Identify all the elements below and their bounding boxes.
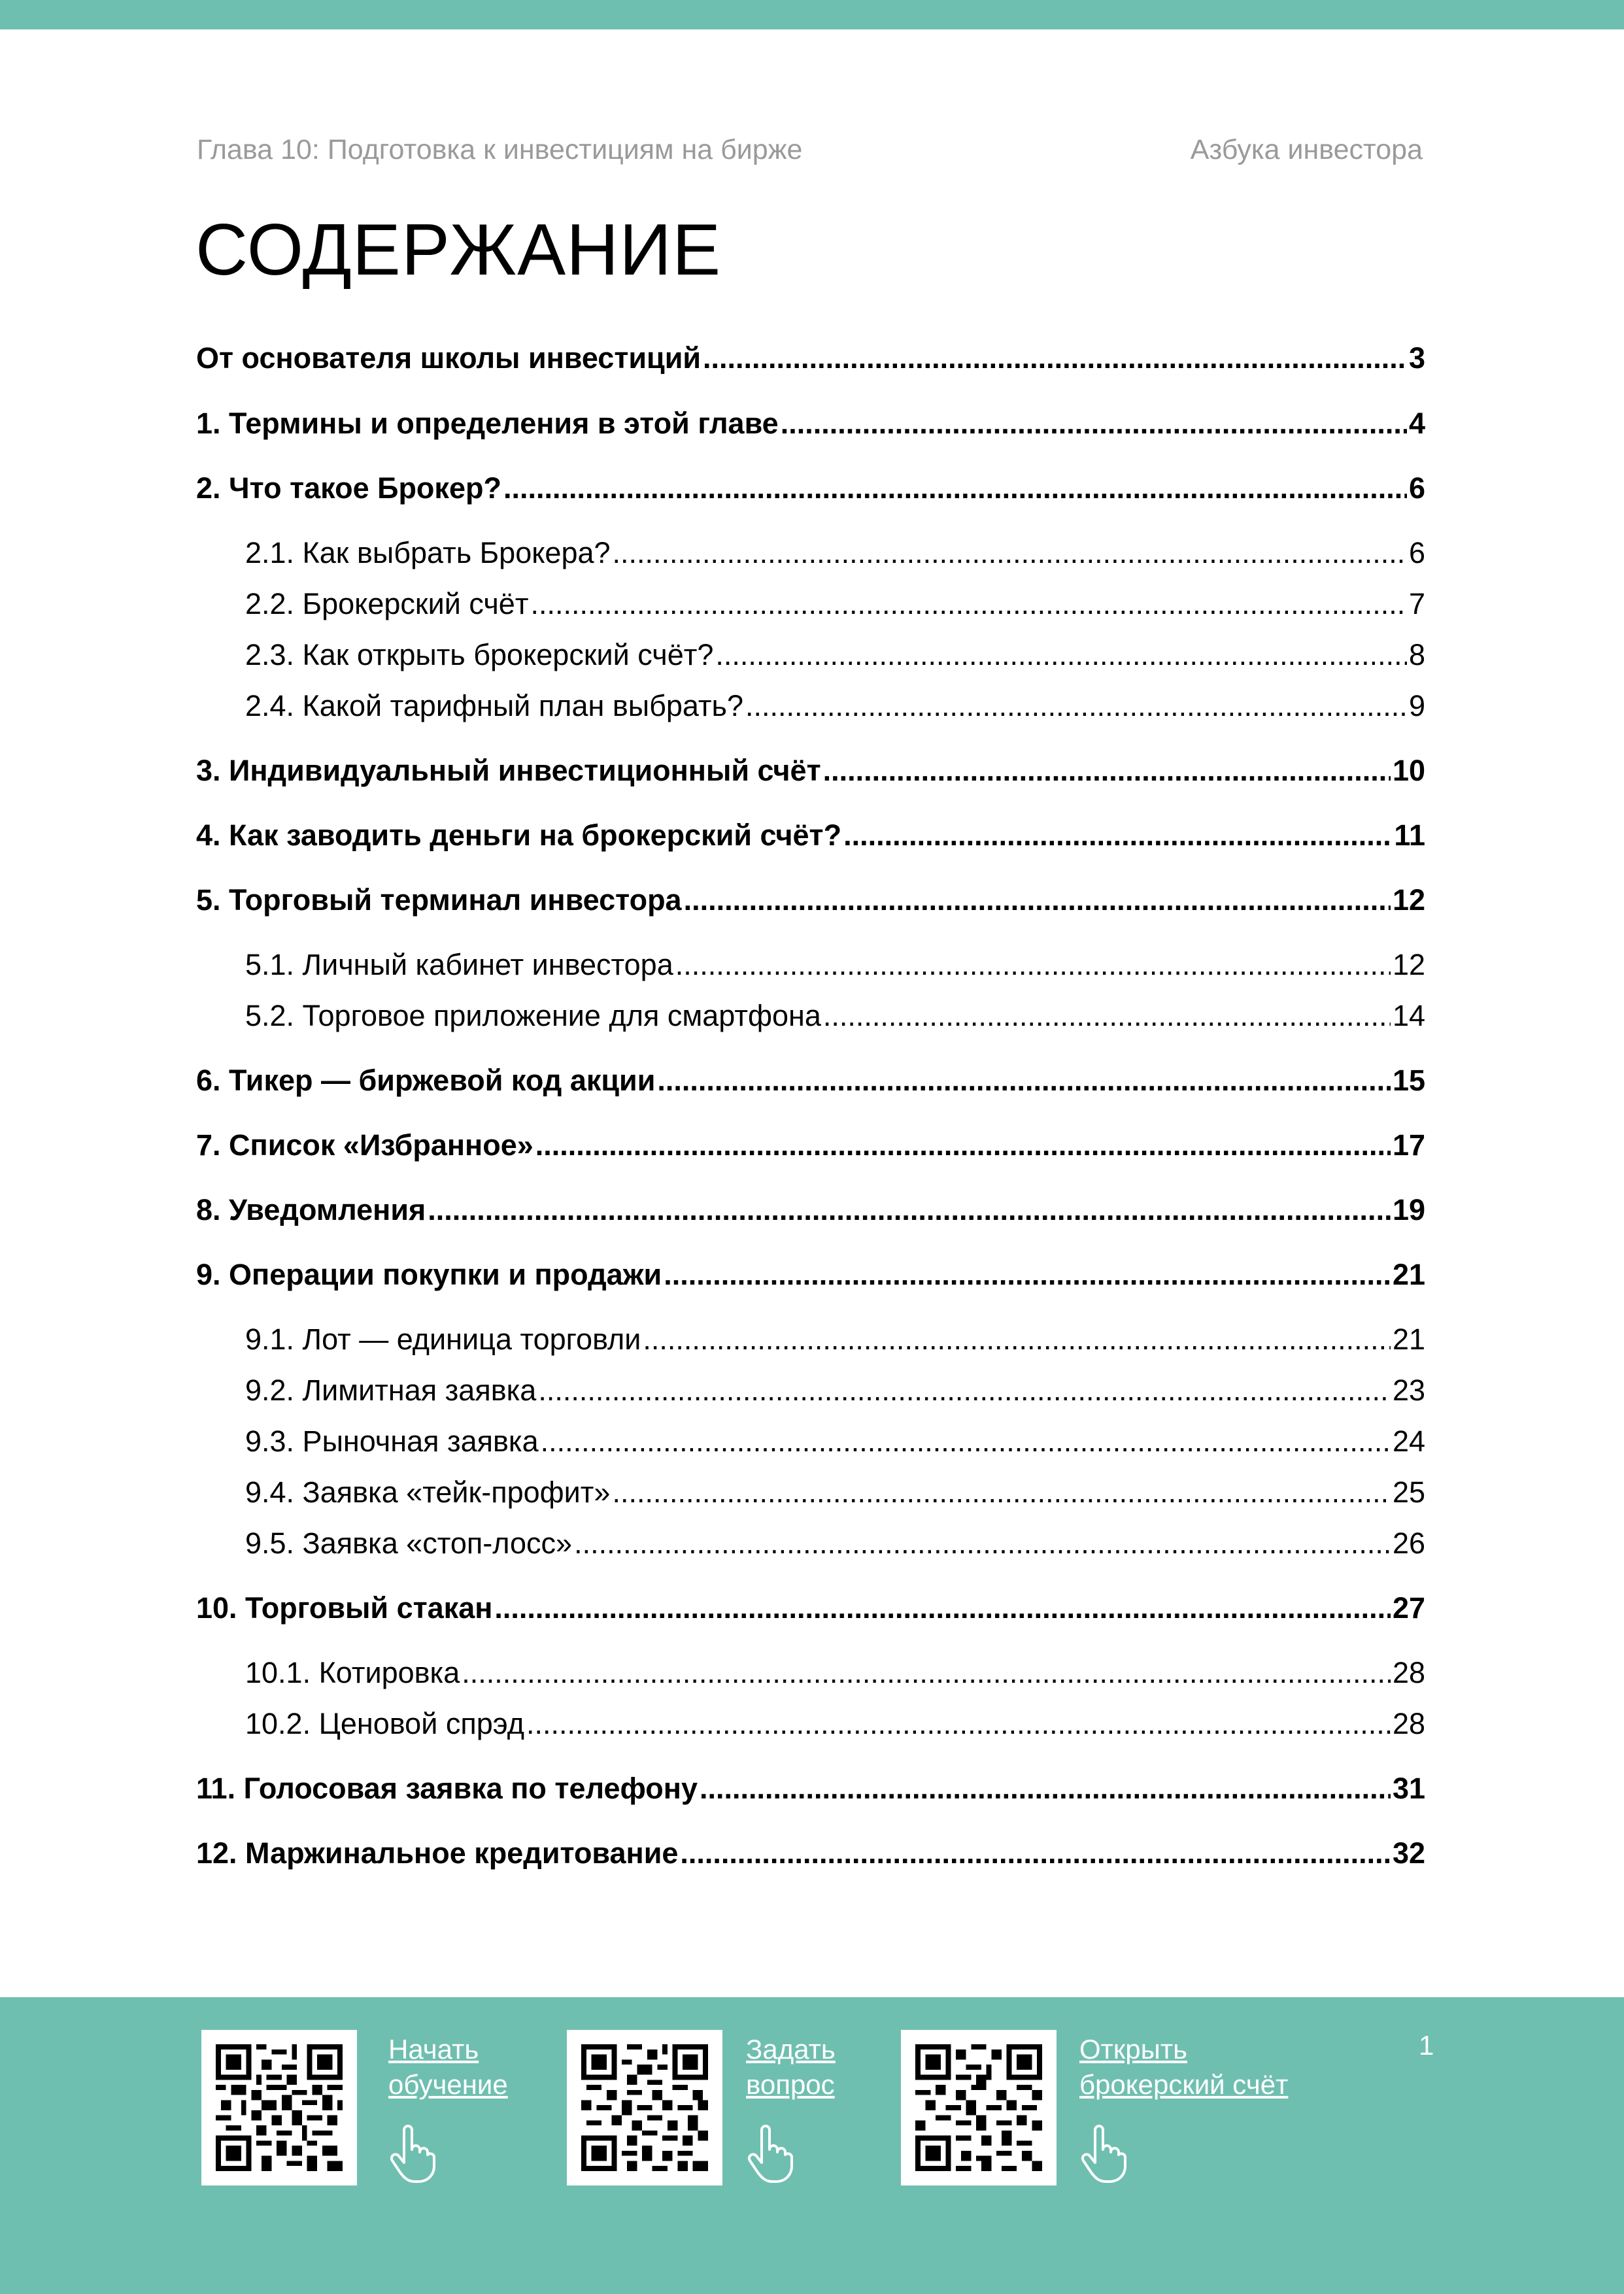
toc-entry-page: 21 — [1392, 1323, 1425, 1356]
toc-entry[interactable] — [196, 341, 1425, 375]
toc-entry-page: 8 — [1408, 638, 1425, 671]
chapter-header: Глава 10: Подготовка к инвестициям на бирже — [197, 134, 803, 165]
toc-entry-title: 5. Торговый терминал инвестора — [196, 883, 682, 917]
toc-leader-dots — [612, 1476, 1391, 1510]
toc-subentry[interactable] — [245, 1425, 1425, 1459]
book-header: Азбука инвестора — [1190, 134, 1423, 165]
toc-leader-dots — [503, 471, 1407, 505]
qr-code-icon — [581, 2044, 708, 2171]
toc-leader-dots — [530, 587, 1407, 621]
toc-entry[interactable] — [196, 407, 1425, 441]
toc-entry-page: 32 — [1392, 1836, 1425, 1870]
toc-entry-title: 4. Как заводить деньги на брокерский счёт? — [196, 818, 842, 852]
toc-entry[interactable] — [196, 818, 1425, 852]
toc-leader-dots — [574, 1527, 1391, 1560]
qr-code-icon — [915, 2044, 1042, 2171]
link-ask-question[interactable] — [746, 2032, 836, 2102]
toc-entry-title: 2.3. Как открыть брокерский счёт? — [245, 638, 714, 671]
toc-entry-title: 11. Голосовая заявка по телефону — [196, 1772, 698, 1805]
toc-entry-page: 11 — [1394, 818, 1425, 852]
toc-leader-dots — [494, 1591, 1391, 1625]
toc-entry-title: 9.2. Лимитная заявка — [245, 1374, 537, 1407]
toc-entry-page: 26 — [1392, 1527, 1425, 1560]
toc-entry[interactable] — [196, 1591, 1425, 1625]
toc-leader-dots — [781, 407, 1407, 441]
toc-leader-dots — [526, 1707, 1391, 1741]
toc-entry-title: 9.1. Лот — единица торговли — [245, 1323, 641, 1356]
toc-entry-page: 9 — [1408, 689, 1425, 722]
qr-code-start-learning[interactable] — [201, 2030, 357, 2185]
toc-entry-title: 10.2. Ценовой спрэд — [245, 1707, 524, 1740]
toc-subentry[interactable] — [245, 587, 1425, 621]
toc-leader-dots — [462, 1656, 1391, 1690]
pointing-hand-icon — [1081, 2125, 1126, 2184]
toc-entry-title: 9.3. Рыночная заявка — [245, 1425, 539, 1458]
toc-leader-dots — [613, 536, 1407, 570]
toc-entry-page: 17 — [1392, 1128, 1425, 1162]
toc-entry-title: 10. Торговый стакан — [196, 1591, 493, 1625]
toc-leader-dots — [684, 883, 1391, 917]
toc-entry-page: 19 — [1392, 1193, 1425, 1226]
toc-subentry[interactable] — [245, 1374, 1425, 1408]
toc-entry-page: 24 — [1392, 1425, 1425, 1458]
toc-subentry[interactable] — [245, 638, 1425, 672]
toc-entry[interactable] — [196, 1772, 1425, 1806]
toc-entry-page: 25 — [1392, 1476, 1425, 1509]
toc-entry-title: 1. Термины и определения в этой главе — [196, 407, 779, 440]
toc-subentry[interactable] — [245, 1527, 1425, 1560]
link-start-learning[interactable] — [388, 2032, 508, 2102]
toc-entry-title: 12. Маржинальное кредитование — [196, 1836, 679, 1870]
qr-code-ask-question[interactable] — [567, 2030, 722, 2185]
toc-leader-dots — [664, 1258, 1391, 1292]
toc-entry-title: 10.1. Котировка — [245, 1656, 460, 1689]
toc-entry-page: 6 — [1408, 471, 1425, 505]
toc-entry-page: 6 — [1408, 536, 1425, 569]
toc-leader-dots — [428, 1193, 1391, 1227]
toc-entry-title: 7. Список «Избранное» — [196, 1128, 533, 1162]
toc-entry-page: 4 — [1408, 407, 1425, 440]
toc-entry-title: 2.4. Какой тарифный план выбрать? — [245, 689, 743, 722]
toc-subentry[interactable] — [245, 1656, 1425, 1690]
link-label-line2: вопрос — [746, 2069, 835, 2100]
toc-subentry[interactable] — [245, 689, 1425, 723]
toc-entry-page: 21 — [1392, 1258, 1425, 1291]
toc-entry-page: 27 — [1392, 1591, 1425, 1625]
top-accent-bar — [0, 0, 1624, 29]
toc-entry-title: 9. Операции покупки и продажи — [196, 1258, 662, 1291]
toc-entry-title: 6. Тикер — биржевой код акции — [196, 1064, 656, 1097]
toc-entry-title: 5.2. Торговое приложение для смартфона — [245, 999, 821, 1032]
page-title: СОДЕРЖАНИЕ — [195, 209, 722, 290]
toc-entry[interactable] — [196, 471, 1425, 505]
toc-entry[interactable] — [196, 1258, 1425, 1292]
toc-subentry[interactable] — [245, 999, 1425, 1033]
toc-entry-title: 9.5. Заявка «стоп-лосс» — [245, 1527, 573, 1560]
toc-entry[interactable] — [196, 1064, 1425, 1098]
toc-leader-dots — [700, 1772, 1391, 1806]
toc-leader-dots — [745, 689, 1407, 723]
toc-entry-page: 10 — [1392, 754, 1425, 787]
toc-entry[interactable] — [196, 754, 1425, 788]
link-label-line1: Задать — [746, 2034, 836, 2065]
toc-entry[interactable] — [196, 1128, 1425, 1162]
toc-entry-page: 7 — [1408, 587, 1425, 620]
toc-entry-title: 2.2. Брокерский счёт — [245, 587, 529, 620]
toc-leader-dots — [538, 1374, 1391, 1408]
toc-entry-page: 28 — [1392, 1656, 1425, 1689]
toc-leader-dots — [643, 1323, 1391, 1357]
toc-leader-dots — [657, 1064, 1391, 1098]
link-label-line1: Начать — [388, 2034, 479, 2065]
toc-entry[interactable] — [196, 1193, 1425, 1227]
toc-entry-page: 28 — [1392, 1707, 1425, 1740]
toc-entry-page: 31 — [1392, 1772, 1425, 1805]
toc-entry-title: 9.4. Заявка «тейк-профит» — [245, 1476, 611, 1509]
toc-leader-dots — [535, 1128, 1391, 1162]
toc-leader-dots — [823, 999, 1391, 1033]
toc-entry-page: 15 — [1392, 1064, 1425, 1097]
toc-entry-title: 2. Что такое Брокер? — [196, 471, 501, 505]
toc-entry-title: 3. Индивидуальный инвестиционный счёт — [196, 754, 821, 787]
toc-leader-dots — [715, 638, 1407, 672]
qr-code-icon — [216, 2044, 343, 2171]
toc-entry-title: 2.1. Как выбрать Брокера? — [245, 536, 611, 569]
link-label-line2: брокерский счёт — [1079, 2069, 1289, 2100]
toc-subentry[interactable] — [245, 948, 1425, 982]
toc-leader-dots — [843, 818, 1392, 852]
pointing-hand-icon — [390, 2125, 435, 2184]
toc-entry-page: 3 — [1408, 341, 1425, 375]
toc-entry-title: 5.1. Личный кабинет инвестора — [245, 948, 673, 981]
toc-entry-page: 23 — [1392, 1374, 1425, 1407]
link-open-brokerage-account[interactable] — [1079, 2032, 1288, 2102]
toc-leader-dots — [541, 1425, 1391, 1459]
toc-subentry[interactable] — [245, 1323, 1425, 1357]
link-label-line2: обучение — [388, 2069, 508, 2100]
toc-entry-page: 14 — [1392, 999, 1425, 1032]
pointing-hand-icon — [747, 2125, 793, 2184]
link-label-line1: Открыть — [1079, 2034, 1187, 2065]
toc-leader-dots — [680, 1836, 1391, 1870]
toc-subentry[interactable] — [245, 1476, 1425, 1510]
toc-leader-dots — [823, 754, 1391, 788]
toc-entry-title: 8. Уведомления — [196, 1193, 426, 1226]
toc-leader-dots — [703, 341, 1407, 375]
toc-entry[interactable] — [196, 883, 1425, 917]
toc-leader-dots — [675, 948, 1391, 982]
toc-entry-title: От основателя школы инвестиций — [196, 341, 702, 375]
toc-subentry[interactable] — [245, 1707, 1425, 1741]
toc-entry-page: 12 — [1392, 948, 1425, 981]
toc-entry[interactable] — [196, 1836, 1425, 1870]
page-number: 1 — [1419, 2030, 1434, 2061]
qr-code-open-account[interactable] — [901, 2030, 1057, 2185]
toc-subentry[interactable] — [245, 536, 1425, 570]
toc-entry-page: 12 — [1392, 883, 1425, 917]
